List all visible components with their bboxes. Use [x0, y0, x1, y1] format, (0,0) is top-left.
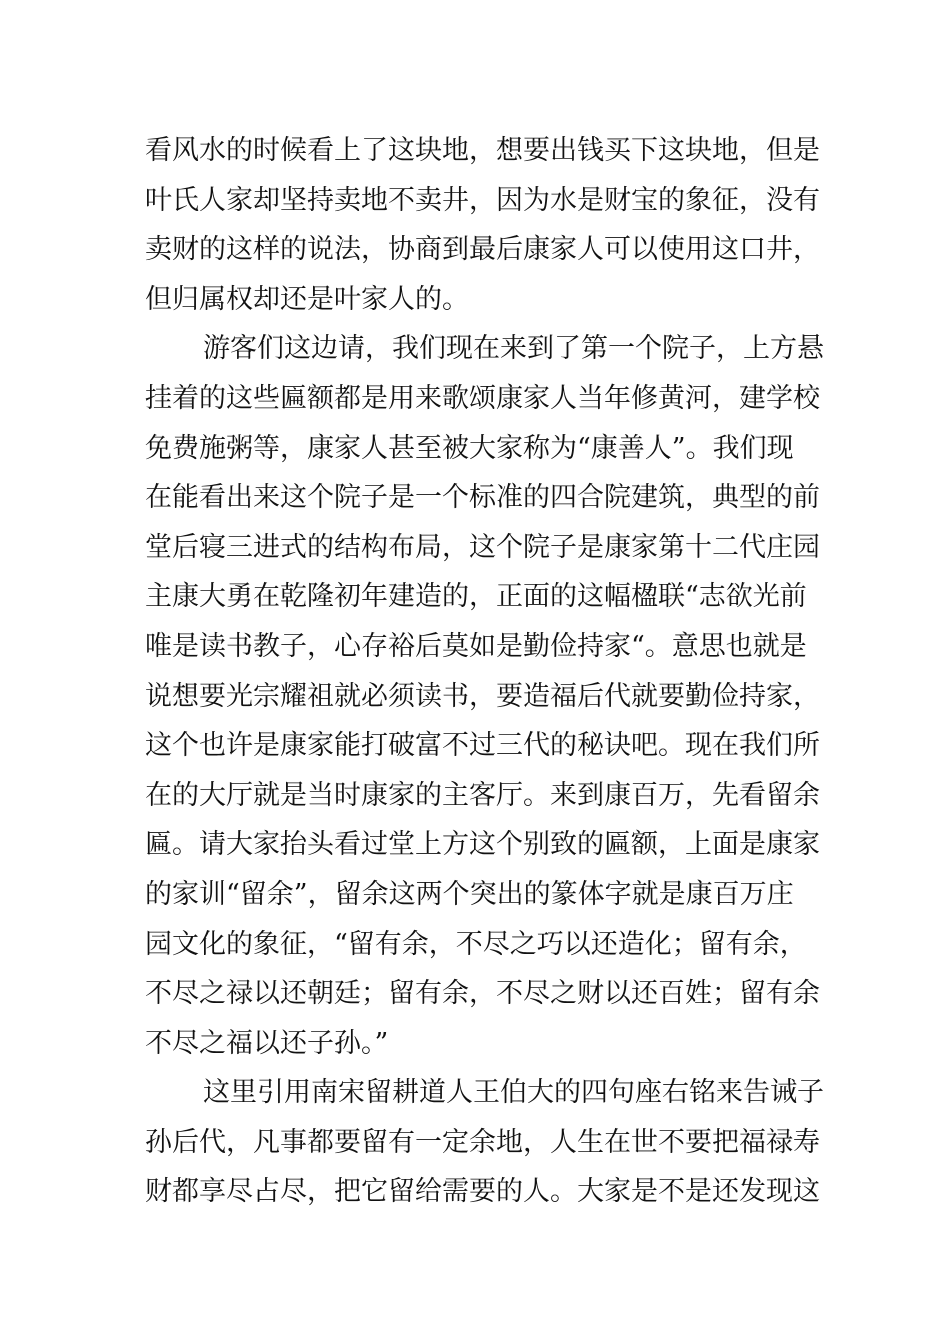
text-line: 卖财的这样的说法，协商到最后康家人可以使用这口井，	[145, 234, 820, 266]
text-line: 不尽之禄以还朝廷；留有余，不尽之财以还百姓；留有余	[145, 978, 820, 1010]
paragraph-3	[145, 1068, 824, 1217]
body-text	[145, 126, 824, 1217]
text-line: 但归属权却还是叶家人的。	[145, 283, 469, 315]
text-line: 在能看出来这个院子是一个标准的四合院建筑，典型的前	[145, 482, 820, 514]
text-line: 看风水的时候看上了这块地，想要出钱买下这块地，但是	[145, 135, 820, 166]
text-line: 说想要光宗耀祖就必须读书，要造福后代就要勤俭持家，	[145, 680, 820, 712]
text-line: 唯是读书教子，心存裕后莫如是勤俭持家“。意思也就是	[145, 630, 807, 662]
text-line: 财都享尽占尽，把它留给需要的人。大家是不是还发现这	[145, 1176, 820, 1208]
text-line: 这个也许是康家能打破富不过三代的秘诀吧。现在我们所	[145, 730, 820, 762]
text-line: 匾。请大家抬头看过堂上方这个别致的匾额，上面是康家	[145, 829, 820, 861]
text-line: 游客们这边请，我们现在来到了第一个院子，上方悬	[203, 333, 824, 365]
paragraph-2	[145, 324, 824, 1068]
text-line: 的家训“留余”，留余这两个突出的篆体字就是康百万庄	[145, 878, 794, 910]
text-line: 不尽之福以还子孙。”	[145, 1027, 389, 1059]
text-line: 这里引用南宋留耕道人王伯大的四句座右铭来告诫子	[203, 1077, 824, 1109]
text-line: 挂着的这些匾额都是用来歌颂康家人当年修黄河，建学校	[145, 382, 820, 414]
text-line: 园文化的象征，“留有余，不尽之巧以还造化；留有余，	[145, 928, 807, 960]
text-line: 孙后代，凡事都要留有一定余地，人生在世不要把福禄寿	[145, 1126, 820, 1158]
paragraph-1	[145, 126, 820, 324]
text-line: 免费施粥等，康家人甚至被大家称为“康善人”。我们现	[145, 432, 794, 464]
text-line: 主康大勇在乾隆初年建造的，正面的这幅楹联“志欲光前	[145, 581, 807, 613]
text-line: 在的大厅就是当时康家的主客厅。来到康百万，先看留余	[145, 779, 820, 811]
text-line: 堂后寝三进式的结构布局，这个院子是康家第十二代庄园	[145, 531, 820, 563]
text-line: 叶氏人家却坚持卖地不卖井，因为水是财宝的象征，没有	[145, 184, 820, 216]
